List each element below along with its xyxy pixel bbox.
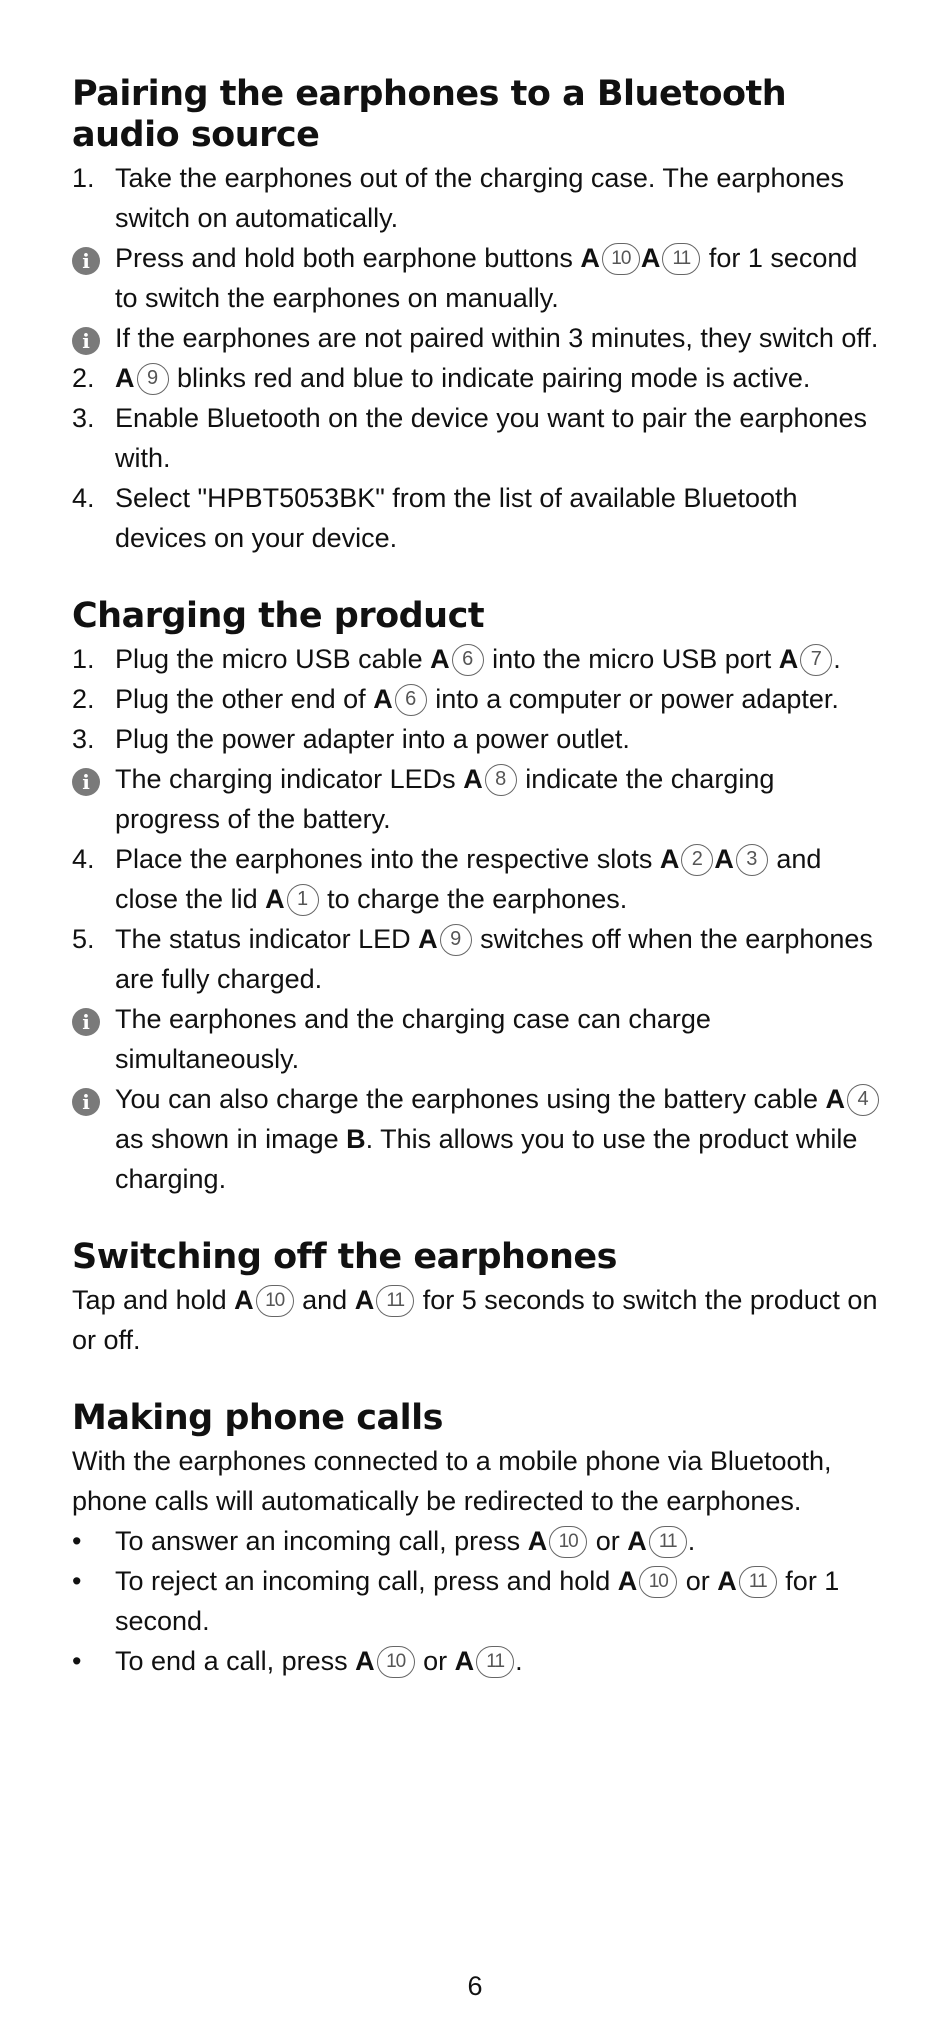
part-reference-letter: A	[373, 684, 393, 714]
list-item	[72, 318, 882, 358]
list-item	[72, 999, 882, 1079]
text-segment: Enable Bluetooth on the device you want to pair the earphones with.	[115, 403, 868, 473]
part-number-circle: 11	[376, 1285, 414, 1317]
list-item-text	[115, 318, 882, 358]
part-reference-letter: A	[115, 363, 135, 393]
list-marker: 2.	[72, 363, 95, 393]
text-segment: The status indicator LED	[115, 924, 419, 954]
list-item	[72, 398, 882, 478]
list-item	[72, 158, 882, 238]
text-segment: With the earphones connected to a mobile phone via Bluetooth, phone calls will automatically be redirected to the earphones.	[72, 1446, 832, 1516]
part-number-circle: 10	[639, 1566, 677, 1598]
info-marker	[72, 1079, 115, 1199]
list-item-text	[115, 398, 882, 478]
list-marker: 1.	[72, 644, 95, 674]
part-reference-letter: A	[355, 1646, 375, 1676]
list-marker: 5.	[72, 924, 95, 954]
info-icon: i	[72, 327, 100, 355]
list-item-text	[115, 1079, 882, 1199]
manual-page	[72, 74, 882, 1719]
part-number-circle: 9	[440, 924, 472, 956]
part-number-circle: 7	[800, 644, 832, 676]
text-segment: into the micro USB port	[484, 644, 779, 674]
text-segment: Plug the micro USB cable	[115, 644, 431, 674]
info-icon: i	[72, 1088, 100, 1116]
text-segment: To end a call, press	[115, 1646, 356, 1676]
text-segment: You can also charge the earphones using the battery cable	[115, 1084, 826, 1114]
list-item	[72, 358, 882, 398]
part-number-circle: 10	[602, 243, 640, 275]
text-segment: switches off when the earphones are fully charged.	[115, 924, 873, 994]
text-segment: or	[415, 1646, 455, 1676]
list-item-text	[115, 839, 882, 919]
text-segment: for 1 second.	[115, 1566, 840, 1636]
list-item-text	[115, 759, 882, 839]
part-number-circle: 2	[681, 844, 713, 876]
text-segment: Place the earphones into the respective slots	[115, 844, 660, 874]
list-marker: 3.	[72, 403, 95, 433]
list-item-text	[115, 1641, 882, 1681]
part-number-circle: 6	[395, 684, 427, 716]
text-segment: .	[515, 1646, 523, 1676]
part-reference-letter: A	[778, 644, 799, 674]
info-marker	[72, 999, 115, 1079]
info-icon: i	[72, 247, 100, 275]
image-reference: B	[346, 1124, 366, 1154]
list-item	[72, 1079, 882, 1199]
text-segment: as shown in image	[115, 1124, 347, 1154]
text-segment: . This allows you to use the product while charging.	[115, 1124, 858, 1194]
part-number-circle: 11	[476, 1646, 514, 1678]
text-segment: for 1 second to switch the earphones on manually.	[115, 243, 858, 313]
part-number-circle: 10	[377, 1646, 415, 1678]
page-number: 6	[467, 1971, 483, 2001]
part-reference-letter: A	[430, 644, 450, 674]
text-segment: Select "HPBT5053BK" from the list of available Bluetooth devices on your device.	[115, 483, 798, 553]
list-marker: 1.	[72, 163, 95, 193]
list-item	[72, 919, 882, 999]
list-item-text	[115, 719, 882, 759]
list-item	[72, 679, 882, 719]
list-item	[72, 1561, 882, 1641]
text-segment: Take the earphones out of the charging case. The earphones switch on automatically.	[115, 163, 845, 233]
text-segment: Press and hold both earphone buttons	[115, 243, 581, 273]
section	[72, 1237, 882, 1360]
part-reference-letter: A	[265, 884, 285, 914]
part-reference-letter: A	[463, 764, 483, 794]
text-segment: Tap and hold	[72, 1285, 235, 1315]
list-marker: •	[72, 1646, 82, 1676]
list-marker: 3.	[72, 724, 95, 754]
text-segment: into a computer or power adapter.	[427, 684, 839, 714]
part-reference-letter: A	[640, 243, 661, 273]
part-number-circle: 11	[649, 1526, 687, 1558]
list-marker: •	[72, 1566, 82, 1596]
part-number-circle: 10	[549, 1526, 587, 1558]
text-segment: The charging indicator LEDs	[115, 764, 464, 794]
part-number-circle: 10	[256, 1285, 294, 1317]
list-item-text	[115, 1521, 882, 1561]
info-marker	[72, 759, 115, 839]
list-item-text	[115, 1561, 882, 1641]
list-marker: 4.	[72, 483, 95, 513]
section	[72, 74, 882, 558]
section-heading: Making phone calls	[72, 1398, 443, 1438]
list-item	[72, 1521, 882, 1561]
text-segment: indicate the charging progress of the battery.	[115, 764, 775, 834]
list-item-text	[115, 639, 882, 679]
part-number-circle: 9	[137, 363, 169, 395]
list-item-text	[115, 999, 882, 1079]
list-item	[72, 759, 882, 839]
part-reference-letter: A	[617, 1566, 638, 1596]
list-item	[72, 719, 882, 759]
list-marker: 4.	[72, 844, 95, 874]
list-item-text	[115, 238, 882, 318]
info-marker	[72, 238, 115, 318]
text-segment: and	[294, 1285, 355, 1315]
list-item-text	[115, 358, 882, 398]
part-reference-letter: A	[627, 1526, 647, 1556]
part-reference-letter: A	[580, 243, 600, 273]
list-item	[72, 639, 882, 679]
list-item-text	[115, 158, 882, 238]
text-segment: If the earphones are not paired within 3 minutes, they switch off.	[115, 323, 879, 353]
section-heading: Switching off the earphones	[72, 1237, 617, 1277]
part-number-circle: 3	[736, 844, 768, 876]
text-segment: and close the lid	[115, 844, 822, 914]
list-item-text	[115, 478, 882, 558]
section	[72, 1398, 882, 1681]
list-item	[72, 839, 882, 919]
part-reference-letter: A	[418, 924, 438, 954]
part-number-circle: 4	[847, 1084, 879, 1116]
text-segment: Plug the power adapter into a power outlet.	[115, 724, 630, 754]
part-reference-letter: A	[825, 1084, 846, 1114]
text-segment: to charge the earphones.	[319, 884, 628, 914]
section	[72, 596, 882, 1199]
list-item	[72, 1641, 882, 1681]
info-marker	[72, 318, 115, 358]
text-segment: To answer an incoming call, press	[115, 1526, 528, 1556]
part-number-circle: 1	[287, 884, 319, 916]
list-item	[72, 478, 882, 558]
text-segment: .	[687, 1526, 696, 1556]
part-reference-letter: A	[234, 1285, 254, 1315]
part-reference-letter: A	[714, 844, 734, 874]
list-marker: •	[72, 1526, 82, 1556]
text-segment: .	[833, 644, 841, 674]
section-intro	[72, 1280, 882, 1360]
part-reference-letter: A	[354, 1285, 375, 1315]
part-number-circle: 11	[662, 243, 700, 275]
list-item-text	[115, 919, 882, 999]
list-item	[72, 238, 882, 318]
list-item-text	[115, 679, 882, 719]
text-segment: The earphones and the charging case can charge simultaneously.	[115, 1004, 711, 1074]
section-intro	[72, 1441, 882, 1521]
info-icon: i	[72, 1008, 100, 1036]
text-segment: Plug the other end of	[115, 684, 374, 714]
part-reference-letter: A	[527, 1526, 548, 1556]
text-segment: for 5 seconds to switch the product on or off.	[72, 1285, 878, 1355]
info-icon: i	[72, 768, 100, 796]
part-reference-letter: A	[659, 844, 680, 874]
text-segment: or	[588, 1526, 628, 1556]
text-segment: To reject an incoming call, press and hold	[115, 1566, 618, 1596]
text-segment: or	[678, 1566, 718, 1596]
part-reference-letter: A	[454, 1646, 475, 1676]
part-number-circle: 8	[485, 764, 517, 796]
part-number-circle: 11	[739, 1566, 777, 1598]
section-heading: Charging the product	[72, 596, 485, 636]
text-segment: blinks red and blue to indicate pairing mode is active.	[169, 363, 811, 393]
part-reference-letter: A	[717, 1566, 737, 1596]
part-number-circle: 6	[452, 644, 484, 676]
section-heading: Pairing the earphones to a Bluetooth audio source	[72, 74, 787, 155]
list-marker: 2.	[72, 684, 95, 714]
